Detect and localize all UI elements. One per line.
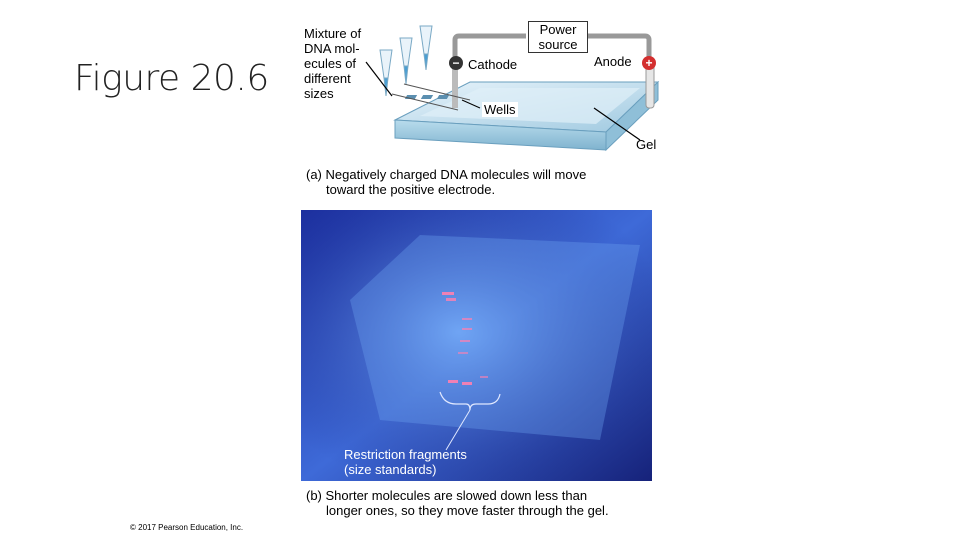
mixture-label: Mixture of DNA mol- ecules of different sizes [304, 26, 362, 101]
gel-label: Gel [636, 137, 657, 152]
anode-electrode [646, 64, 654, 108]
anode-label: Anode [594, 54, 632, 69]
cathode-label: Cathode [468, 57, 518, 72]
anode-sign: + [645, 56, 653, 70]
caption-a-line1: (a) Negatively charged DNA molecules will move [306, 167, 587, 182]
restriction-fragments-label: Restriction fragments (size standards) [344, 447, 467, 477]
pipette-icon [400, 38, 412, 84]
caption-b [306, 488, 666, 518]
cathode-sign: − [452, 56, 460, 70]
gel-photo-slab [350, 235, 640, 440]
copyright: © 2017 Pearson Education, Inc. [130, 523, 244, 532]
caption-b-line2: longer ones, so they move faster through the gel. [326, 503, 609, 518]
caption-b-line1: (b) Shorter molecules are slowed down less than [306, 488, 588, 503]
caption-a [306, 167, 646, 197]
well [421, 95, 433, 99]
wells-label: Wells [484, 102, 516, 117]
power-source-label: Power source [528, 21, 588, 53]
pipette-icon [420, 26, 432, 70]
caption-a-line2: toward the positive electrode. [326, 182, 496, 197]
figure-title: Figure 20.6 [74, 58, 269, 99]
